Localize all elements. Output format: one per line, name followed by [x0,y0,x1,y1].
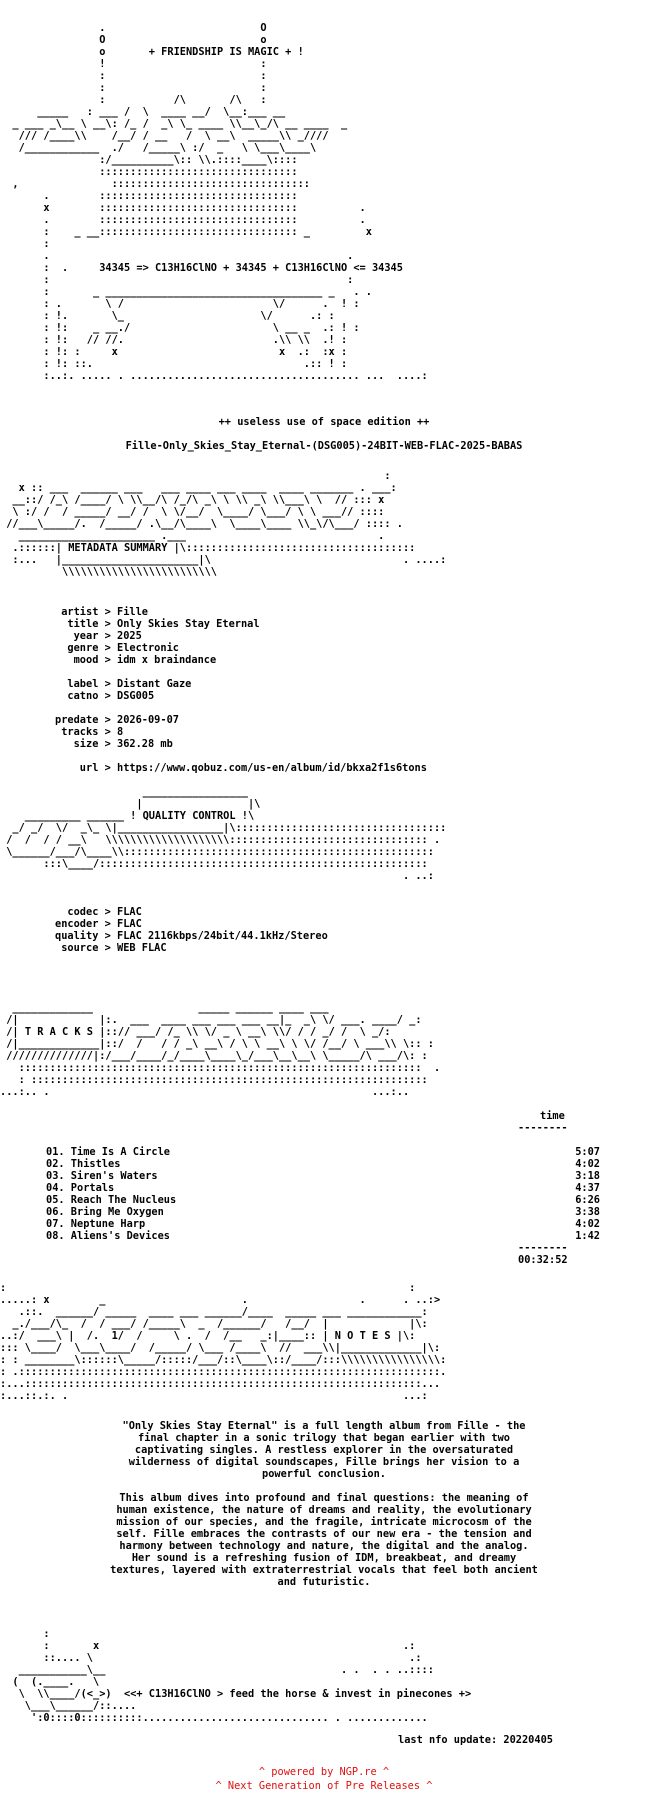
ascii-art: : _ __:::::::::::::::::::::::::::::::: _ x [0,226,372,238]
track-row [0,1194,648,1206]
ascii-art: ::.... \ .: [0,1652,422,1664]
ascii-art: ( (.____. \ [0,1676,100,1688]
ascii-art: _________________ [0,786,248,798]
ascii-art: _/ _/ \/ _\_ \|_________________|\:::::::::::::::::::::::::::::::::: [0,822,447,834]
ascii-art: : : [0,274,354,286]
ascii-art: :::::::::::::::::::::::::::::::: [0,166,329,178]
ascii-art: .....: x _ . . . ..:> [0,1294,441,1306]
metadata-row-genre: genre > Electronic [24,642,179,654]
track-row [0,1170,648,1182]
total-time: 00:32:52 [518,1254,568,1266]
ascii-art: _ ___ _\__ \ __\: /_ / _\ \_ ____ \\__\_/\ __ ____ _ [0,118,348,130]
track-row [0,1158,648,1170]
divider: -------- [518,1122,568,1134]
metadata-row-size: size > 362.28 mb [24,738,173,750]
ascii-art: //////////////|:/___/____/_/____\____\_/___\__\__\ \_____/\ ___/\: : [0,1050,428,1062]
ascii-art: . :::::::::::::::::::::::::::::::: . [0,214,366,226]
metadata-row-url: url > https://www.qobuz.com/us-en/album/id/bkxa2f1s6tons [24,762,427,774]
track-row [0,1206,648,1218]
notes-line: self. Fille embraces the contrasts of our new era - the tension and [116,1528,532,1540]
notes-line: harmony between technology and nature, the digital and the analog. [119,1540,529,1552]
ascii-art: ______________________ .___ . [0,530,385,542]
ascii-art: : [0,238,348,250]
ascii-art: : .::::::::::::::::::::::::::::::::::::::::::::::::::::::::::::::::::::. [0,1366,447,1378]
banner-title-line: o + FRIENDSHIP IS MAGIC + ! [0,46,335,58]
ascii-art: : : ________\::::::\_____/:::::/___/::\____\::/____/:::\\\\\\\\\\\\\\\\: [0,1354,447,1366]
notes-header: N O T E S [334,1330,391,1342]
ascii-art: O o [0,34,298,46]
ascii-art: ...:.. . ...:.. [0,1086,410,1098]
ascii-art [0,10,648,22]
track-duration: 5:07 [575,1146,600,1158]
ascii-art: //___\_____/. /_____/ .\__/\____\ \____\____ \\_\/\___/ :::: . [0,518,403,530]
ascii-art: / / / / __\ \\\\\\\\\\\\\\\\\\\\:::::::::::::::::::::::::::::::: . [0,834,441,846]
ascii-art: : [0,470,391,482]
track-duration: 4:37 [575,1182,600,1194]
ascii-art: /____________ ./ /_____\ :/ _ \ \___\____\ [0,142,335,154]
notes-line: mission of our species, and the fragile, intricate microcosm of the [116,1516,532,1528]
ascii-art: : /\ /\ : [0,94,298,106]
ascii-art: ___________\__ . . . . ..:::: [0,1664,434,1676]
ascii-art: : !: : x x .: :x : [0,346,348,358]
track-title: 08. Aliens's Devices [46,1230,170,1242]
ascii-art: /| |:. ___ ____ ___ ___ ___ __|_ _\ \/ ___. ____/ _: [0,1014,422,1026]
metadata-row-year: year > 2025 [24,630,142,642]
ascii-art: \___\______/::.... [0,1700,137,1712]
ascii-art: . ..: [0,870,434,882]
notes-line: "Only Skies Stay Eternal" is a full length album from Fille - the [122,1420,526,1432]
ascii-art: : : [0,1282,416,1294]
track-title: 06. Bring Me Oxygen [46,1206,164,1218]
edition-line: ++ useless use of space edition ++ [218,416,430,428]
ascii-art: : !: _ __./ \ __ _ .: ! : [0,322,360,334]
ascii-art: :::\____/::::::::::::::::::::::::::::::::::::::::::::::::::::: [0,858,428,870]
quality-row-quality: quality > FLAC 2116kbps/24bit/44.1kHz/Stereo [24,930,328,942]
ngp-tagline: ^ Next Generation of Pre Releases ^ [215,1780,433,1792]
ascii-art: : :::::::::::::::::::::::::::::::::::::::::::::::::::::::::::::::: [0,1074,428,1086]
notes-line: and futuristic. [277,1576,371,1588]
ascii-art: :...::.:. . ...: [0,1390,428,1402]
ascii-art: _________ ______ ! QUALITY CONTROL !\ [0,810,255,822]
ascii-art: /// /____\\ /__/ / __ / \ __\ _____\\ _//// [0,130,335,142]
ascii-art: : !: // //. .\\ \\ .! : [0,334,348,346]
ascii-art: \ :/ / / _____/ __/ / \ \/__/ \____/ \___/ \ \ ___// :::: [0,506,385,518]
quality-row-encoder: encoder > FLAC [24,918,142,930]
ascii-art: ::: \____/ \___\____/ /_____/ \___ /____\ // ___\\|_____________|\: [0,1342,441,1354]
ascii-art: \\\\\\\\\\\\\\\\\\\\\\\\\ [0,566,217,578]
ascii-art: :...::::::::::::::::::::::::::::::::::::::::::::::::::::::::::::::::... [0,1378,441,1390]
ascii-art: : : [0,70,298,82]
track-row [0,1182,648,1194]
ascii-art: ..:/ ___\ | /. 1/ / \ . / /__ _:|____:: | N O T E S |\: [0,1330,416,1342]
ascii-art: __::/ /_\ /____/ \ \\__/\ /_/\ _\ \ \\ _\ \\___\ \ // ::: x [0,494,385,506]
powered-by: ^ powered by NGP.re ^ [258,1766,390,1778]
ascii-art: . :::::::::::::::::::::::::::::::: [0,190,329,202]
metadata-row-mood: mood > idm x braindance [24,654,217,666]
metadata-row-label: label > Distant Gaze [24,678,192,690]
release-name: Fille-Only_Skies_Stay_Eternal-(DSG005)-24BIT-WEB-FLAC-2025-BABAS [125,440,523,452]
quality-header: QUALITY CONTROL [142,810,236,822]
ascii-art: : : [0,82,298,94]
ascii-art: .::. ______/ _____ ____ ___ ______/____ _____ ___ ____________: [0,1306,428,1318]
notes-line: final chapter in a sonic trilogy that began earlier with two [138,1432,510,1444]
ascii-art: | |\ [0,798,261,810]
ascii-art: _____________ _____ ______ ____ ___ [0,1002,354,1014]
notes-line: powerful conclusion. [262,1468,386,1480]
track-duration: 1:42 [575,1230,600,1242]
track-title: 05. Reach The Nucleus [46,1194,177,1206]
track-row [0,1230,648,1242]
divider: -------- [518,1242,568,1254]
track-row [0,1146,648,1158]
quality-row-codec: codec > FLAC [24,906,142,918]
track-duration: 6:26 [575,1194,600,1206]
ascii-art: : . \ / \/ . ! : [0,298,360,310]
track-title: 04. Portals [46,1182,115,1194]
ascii-art: :... |______________________|\ . ....: [0,554,447,566]
tracks-header: T R A C K S [24,1026,94,1038]
ascii-art: /|_____________|::/ / / / _\ __\ / \ \ __\ \ \/ /__/ \ ___\\ \:: : [0,1038,434,1050]
last-update: last nfo update: 20220405 [398,1734,553,1746]
ascii-art: : [0,1628,50,1640]
track-title: 02. Thistles [46,1158,121,1170]
notes-line: Her sound is a refreshing fusion of IDM, breakbeat, and dreamy [131,1552,517,1564]
ascii-art: : . 34345 => C13H16ClNO + 34345 + C13H16ClNO <= 34345 [0,262,403,274]
metadata-row-tracks: tracks > 8 [24,726,124,738]
ascii-art: ::::::::::::::::::::::::::::::::::::::::::::::::::::::::::::::::: . [0,1062,441,1074]
ascii-art: : _ ___________________________________ _ . . [0,286,372,298]
ascii-art: x :: ___ ______ ___ ___ ____ ___ ____ ____ _______ . ___: [0,482,397,494]
track-duration: 3:38 [575,1206,600,1218]
ascii-art: \ \\____/(<_>) <<+ C13H16ClNO > feed the horse & invest in pinecones +> [0,1688,472,1700]
time-header: time [540,1110,565,1122]
metadata-row-title: title > Only Skies Stay Eternal [24,618,260,630]
ascii-art: . . [0,250,354,262]
ascii-art: x :::::::::::::::::::::::::::::::: . [0,202,366,214]
ascii-art: . O [0,22,298,34]
ascii-art: /| T R A C K S |::// ___/ /_ \\ \/ _ \ __\ \\/ / / _/ / \ _/: [0,1026,391,1038]
ascii-art: _____ : ___ / \ ____ __/ \__:___ __ [0,106,298,118]
ascii-art: : !: ::. .:: ! : [0,358,348,370]
track-title: 03. Siren's Waters [46,1170,158,1182]
ascii-art: ! : [0,58,298,70]
ascii-art: \______/___/\____\\:::::::::::::::::::::::::::::::::::::::::::::::::: [0,846,434,858]
notes-line: wilderness of digital soundscapes, Fille brings her vision to a [128,1456,520,1468]
ascii-art: : x .: [0,1640,416,1652]
metadata-header: METADATA SUMMARY [68,542,168,554]
notes-line: textures, layered with extraterrestrial vocals that feel both ancient [110,1564,538,1576]
ascii-art: ':0::::0::::::::::.............................. . ............. [0,1712,428,1724]
metadata-row-predate: predate > 2026-09-07 [24,714,179,726]
track-title: 07. Neptune Harp [46,1218,146,1230]
track-duration: 4:02 [575,1158,600,1170]
metadata-row-catno: catno > DSG005 [24,690,155,702]
notes-line: This album dives into profound and final questions: the meaning of [119,1492,529,1504]
track-duration: 3:18 [575,1170,600,1182]
track-duration: 4:02 [575,1218,600,1230]
track-title: 01. Time Is A Circle [46,1146,170,1158]
ascii-art: , :::::::::::::::::::::::::::::::: [0,178,341,190]
quality-row-source: source > WEB FLAC [24,942,167,954]
metadata-row-artist: artist > Fille [24,606,148,618]
ascii-art: :/__________\:: \\.::::____\:::: [0,154,323,166]
notes-line: captivating singles. A restless explorer in the oversaturated [134,1444,514,1456]
ascii-art: : !. \_ \/ .: : [0,310,335,322]
ascii-art: .::::::| METADATA SUMMARY |\::::::::::::::::::::::::::::::::::::: [0,542,416,554]
ascii-art: _./___/\_ / / ___/ /_____\ _ /______/ /__/ | |\: [0,1318,428,1330]
ascii-art: :..:. ..... . ..................................... ... ....: [0,370,428,382]
notes-line: human existence, the nature of dreams and reality, the evolutionary [116,1504,532,1516]
footer-slogan: <<+ C13H16ClNO > feed the horse & invest in pinecones +> [124,1688,472,1700]
track-row [0,1218,648,1230]
